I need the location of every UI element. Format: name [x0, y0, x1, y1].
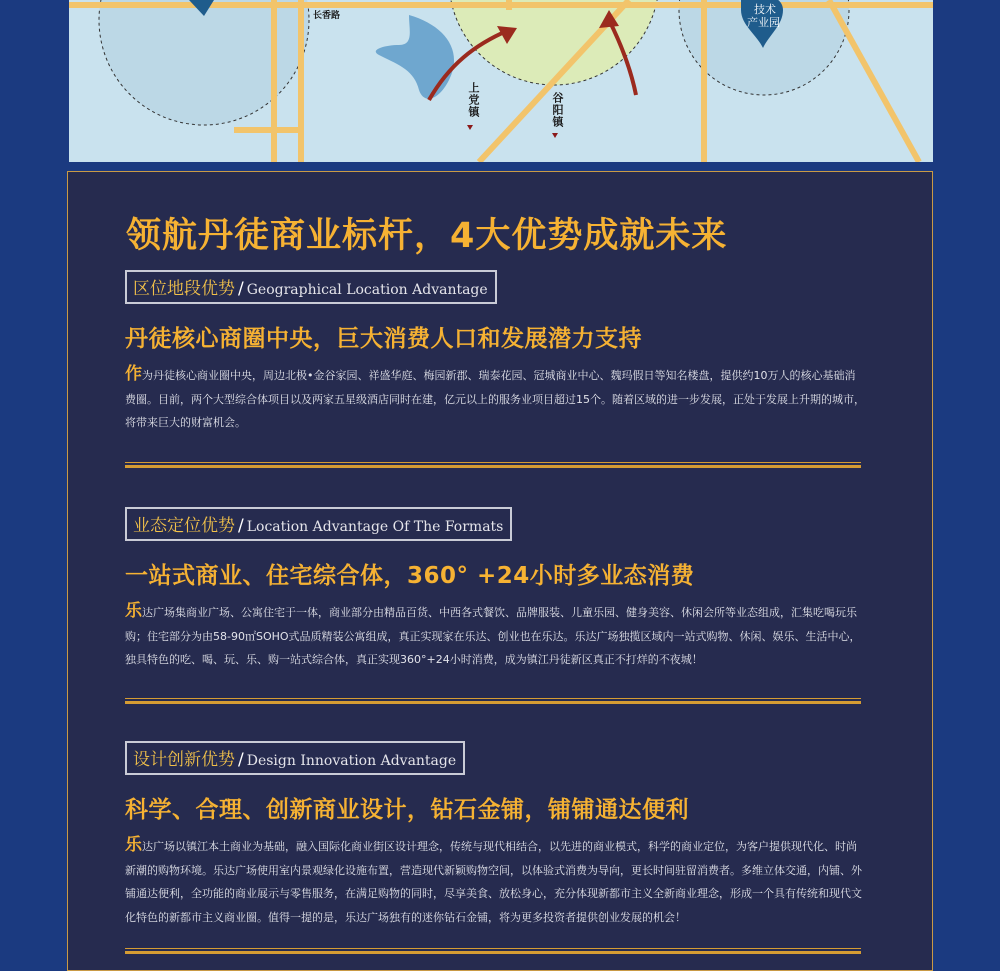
section-body [125, 600, 865, 672]
section-body [125, 363, 865, 435]
section-body [125, 834, 865, 929]
section-body-text: 达广场以镇江本土商业为基础，融入国际化商业街区设计理念，传统与现代相结合，以先进的商业模式，科学的商业定位，为客户提供现代化、时尚新潮的购物环境。乐达广场使用室内景观绿化设施布置，营造现代新颖购物空间，以体验式消费为导向，更长时间驻留消费者。多维立体交通，内铺、外铺通达便利，全功能的商业展示与零售服务，在满足购物的同时，尽享美食、放松身心，充分体现新都市主义全新商业理念，形成一个具有传统和现代文化特色的新都市主义商业圈。值得一提的是，乐达广场独有的迷你钻石金铺，将为更多投资者提供创业发展的机会！ [125, 840, 862, 924]
section-divider [125, 948, 861, 954]
section-tag-separator: / [238, 516, 244, 536]
section-tag-en: Geographical Location Advantage [246, 282, 488, 298]
drop-cap: 乐 [125, 835, 142, 855]
section-subtitle: 科学、合理、创新商业设计，钻石金铺，铺铺通达便利 [125, 797, 689, 823]
section-body-text: 达广场集商业广场、公寓住宅于一体，商业部分由精品百货、中西各式餐饮、品牌服装、儿童乐园、健身美容、休闲会所等业态组成，汇集吃喝玩乐购；住宅部分为由58-90㎡SOHO式品质精装公寓组成，真正实现家在乐达、创业也在乐达。乐达广场独揽区域内一站式购物、休闲、娱乐、生活中心，独具特色的吃、喝、玩、乐、购一站式综合体，真正实现360°+24小时消费，成为镇江丹徒新区真正不打烊的不夜城！ [125, 606, 861, 666]
section-subtitle: 一站式商业、住宅综合体，360° +24小时多业态消费 [125, 563, 695, 589]
section-tag-en: Location Advantage Of The Formats [246, 519, 504, 535]
map-label-tech-park-line2: 产业园 [747, 16, 780, 29]
drop-cap: 作 [125, 364, 142, 384]
section-tag [125, 270, 497, 304]
page-title: 领航丹徒商业标杆，4大优势成就未来 [126, 216, 728, 256]
map-label-changxiang-road: 长香路 [313, 11, 341, 21]
map-label-shangdang-town: 上党镇 [467, 82, 480, 118]
section-tag-cn: 业态定位优势 [133, 516, 235, 536]
section-tag-cn: 设计创新优势 [133, 750, 235, 770]
map-label-tech-park-line1: 技术 [754, 3, 776, 16]
section-design [125, 741, 865, 929]
map-label-guyang-town: 谷阳镇 [551, 92, 564, 128]
section-tag-separator: / [238, 279, 244, 299]
section-tag-en: Design Innovation Advantage [246, 753, 457, 769]
section-body-text: 为丹徒核心商业圈中央，周边北极•金谷家园、祥盛华庭、梅园新郡、瑞泰花园、冠城商业中心、魏玛假日等知名楼盘，提供约10万人的核心基础消费圈。目前，两个大型综合体项目以及两家五星级酒店同时在建，亿元以上的服务业项目超过15个。随着区域的进一步发展，正处于发展上升期的城市，将带来巨大的财富机会。 [125, 369, 865, 429]
section-formats [125, 507, 865, 672]
section-tag-separator: / [238, 750, 244, 770]
advantages-panel [67, 171, 933, 971]
drop-cap: 乐 [125, 601, 142, 621]
location-map [69, 0, 933, 162]
section-location [125, 270, 865, 435]
map-graphic [69, 0, 933, 162]
section-divider [125, 698, 861, 704]
section-subtitle: 丹徒核心商圈中央，巨大消费人口和发展潜力支持 [125, 326, 642, 352]
section-divider [125, 462, 861, 468]
section-tag-cn: 区位地段优势 [133, 279, 235, 299]
section-tag [125, 741, 465, 775]
section-tag [125, 507, 512, 541]
